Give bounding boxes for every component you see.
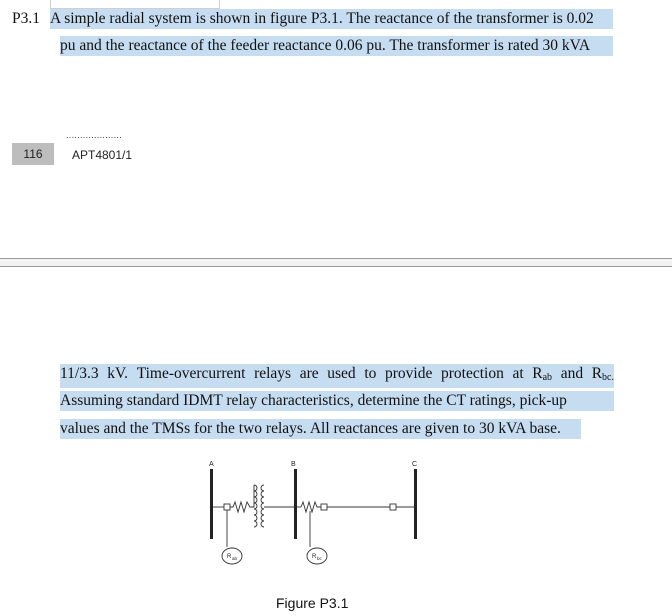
top-frame: [50, 0, 220, 9]
word: used: [327, 365, 356, 382]
bus-a-label: A: [209, 461, 214, 468]
word: are: [299, 365, 319, 382]
word: protection: [440, 365, 504, 382]
page-number-badge: [12, 143, 54, 165]
continuation-line-2: [60, 391, 614, 411]
continuation-line-3-text: values and the TMSs for the two relays. All reactances are given to 30 kVA base.: [60, 420, 561, 437]
word: Time-overcurrent: [136, 365, 246, 382]
word: to: [364, 365, 377, 382]
relay-bc-sub: bc: [317, 556, 322, 561]
breaker-c-icon: [390, 504, 396, 510]
relay-ab-ref: $R_{ab}$: [532, 365, 553, 383]
bus-a-bar: [210, 469, 213, 539]
relay-ab-sub: ab: [232, 556, 238, 561]
bus-b-label: B: [291, 461, 296, 468]
bus-b-bar: [294, 469, 297, 539]
transformer-primary-icon: [253, 485, 257, 527]
continuation-line-3: [60, 419, 581, 439]
problem-line-2: [60, 36, 613, 56]
word: kV.: [107, 365, 129, 382]
transformer-secondary-icon: [261, 485, 294, 527]
relay-bc-ref: $R_{bc.}$: [591, 365, 614, 383]
word: and: [560, 365, 584, 382]
problem-number: P3.1: [12, 10, 40, 27]
word: at: [512, 365, 524, 382]
word: relays: [254, 365, 292, 382]
page-break: [0, 258, 672, 267]
breaker-b-icon: [321, 504, 327, 510]
footer-dots: ....................: [66, 130, 123, 140]
ct-a-coil-icon: [230, 502, 253, 512]
word: 11/3.3: [60, 365, 99, 382]
problem-line-2-text: pu and the reactance of the feeder reactance 0.06 pu. The transformer is rated 30 kVA: [60, 37, 591, 54]
problem-line-1-text: A simple radial system is shown in figure P3.1. The reactance of the transformer is 0.02: [50, 10, 594, 27]
word: provide: [385, 365, 433, 382]
bus-c-bar: [414, 469, 417, 539]
relay-bc-main: R: [312, 554, 317, 560]
continuation-line-2-text: Assuming standard IDMT relay characteristics, determine the CT ratings, pick-up: [60, 392, 567, 409]
page-number: 116: [23, 147, 43, 161]
bus-c-label: C: [412, 461, 418, 468]
figure-caption: Figure P3.1: [276, 595, 349, 611]
course-code: APT4801/1: [72, 148, 133, 162]
radial-system-diagram: [190, 455, 440, 580]
relay-ab-main: R: [227, 554, 232, 560]
problem-line-1: [50, 9, 613, 29]
breaker-a-icon: [224, 504, 230, 510]
ct-b-coil-icon: [301, 502, 321, 512]
continuation-line-1: [60, 364, 614, 388]
